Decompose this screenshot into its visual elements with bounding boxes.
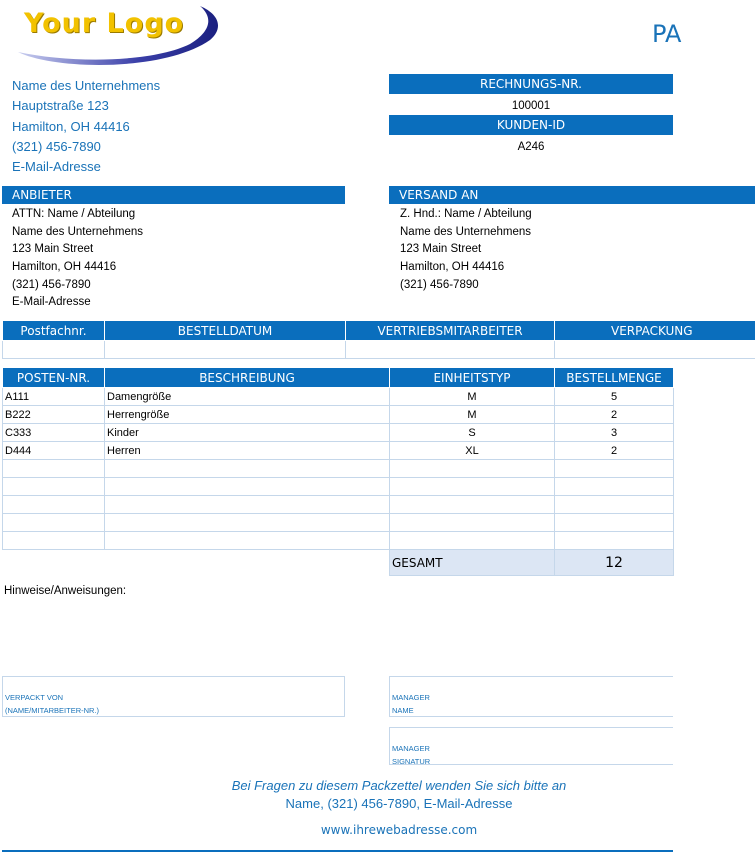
- empty-cell[interactable]: [105, 460, 390, 478]
- manager-name-sublabel: NAME: [392, 706, 414, 715]
- empty-cell[interactable]: [555, 478, 674, 496]
- empty-cell[interactable]: [390, 460, 555, 478]
- total-label: GESAMT: [390, 550, 555, 576]
- empty-cell[interactable]: [3, 478, 105, 496]
- order-info-header: BESTELLDATUM: [105, 321, 346, 341]
- footer-website[interactable]: www.ihrewebadresse.com: [320, 823, 478, 837]
- order-info-header: VERTRIEBSMITARBEITER: [346, 321, 555, 341]
- spacer-cell: [105, 550, 390, 576]
- item-quantity: 5: [555, 388, 674, 406]
- empty-cell[interactable]: [3, 532, 105, 550]
- empty-cell[interactable]: [390, 532, 555, 550]
- item-unit: M: [390, 388, 555, 406]
- empty-cell[interactable]: [3, 496, 105, 514]
- item-description: Kinder: [105, 424, 390, 442]
- manager-signature-box[interactable]: [389, 727, 673, 765]
- packed-by-sublabel: (NAME/MITARBEITER-NR.): [5, 706, 100, 715]
- empty-cell[interactable]: [3, 460, 105, 478]
- empty-cell[interactable]: [105, 514, 390, 532]
- ship-to-line: Z. Hnd.: Name / Abteilung: [400, 208, 532, 220]
- supplier-line: Hamilton, OH 44416: [12, 261, 117, 273]
- empty-cell[interactable]: [555, 532, 674, 550]
- empty-cell[interactable]: [555, 460, 674, 478]
- ship-to-line: (321) 456-7890: [400, 279, 479, 291]
- item-unit: XL: [390, 442, 555, 460]
- manager-signature-label: MANAGER: [392, 744, 430, 753]
- footer-contact: Name, (321) 456-7890, E-Mail-Adresse: [285, 796, 513, 811]
- total-row: [3, 550, 674, 576]
- table-row: [3, 496, 674, 514]
- empty-cell[interactable]: [390, 514, 555, 532]
- items-header: BESTELLMENGE: [555, 368, 674, 388]
- order-info-table: [2, 320, 755, 359]
- table-row: [3, 406, 674, 424]
- items-header: BESCHREIBUNG: [105, 368, 390, 388]
- manager-name-box[interactable]: [389, 676, 673, 717]
- manager-name-label: MANAGER: [392, 693, 430, 702]
- footer-divider: [2, 850, 673, 852]
- manager-signature-sublabel: SIGNATUR: [392, 757, 431, 766]
- order-info-cell[interactable]: [105, 341, 346, 359]
- item-quantity: 2: [555, 442, 674, 460]
- empty-cell[interactable]: [3, 514, 105, 532]
- item-quantity: 3: [555, 424, 674, 442]
- notes-label: Hinweise/Anweisungen:: [4, 585, 127, 597]
- packed-by-box[interactable]: [2, 676, 345, 717]
- order-info-header: VERPACKUNG: [555, 321, 755, 341]
- table-row: [3, 424, 674, 442]
- ship-to-line: 123 Main Street: [400, 243, 482, 255]
- logo: [14, 2, 224, 68]
- item-description: Damengröße: [105, 388, 390, 406]
- item-unit: S: [390, 424, 555, 442]
- order-info-cell[interactable]: [3, 341, 105, 359]
- company-phone: (321) 456-7890: [12, 139, 101, 154]
- customer-id-value: A246: [517, 141, 545, 153]
- customer-id-label: KUNDEN-ID: [389, 115, 673, 135]
- supplier-line: ATTN: Name / Abteilung: [12, 208, 136, 220]
- items-table: [2, 367, 674, 576]
- company-city: Hamilton, OH 44416: [12, 119, 130, 134]
- empty-cell[interactable]: [105, 496, 390, 514]
- table-row: [3, 388, 674, 406]
- item-description: Herren: [105, 442, 390, 460]
- packed-by-label: VERPACKT VON: [5, 693, 64, 702]
- item-number: C333: [3, 424, 105, 442]
- table-row: [3, 514, 674, 532]
- empty-cell[interactable]: [390, 478, 555, 496]
- invoice-number-label: RECHNUNGS-NR.: [389, 74, 673, 94]
- company-name: Name des Unternehmens: [12, 78, 161, 93]
- item-number: B222: [3, 406, 105, 424]
- supplier-header: ANBIETER: [2, 186, 345, 204]
- item-description: Herrengröße: [105, 406, 390, 424]
- empty-cell[interactable]: [390, 496, 555, 514]
- spacer-cell: [3, 550, 105, 576]
- empty-cell[interactable]: [555, 514, 674, 532]
- supplier-line: Name des Unternehmens: [12, 226, 144, 238]
- empty-cell[interactable]: [555, 496, 674, 514]
- document-title: PA: [652, 20, 682, 48]
- item-quantity: 2: [555, 406, 674, 424]
- items-header: POSTEN-NR.: [3, 368, 105, 388]
- table-row: [3, 442, 674, 460]
- ship-to-line: Name des Unternehmens: [400, 226, 532, 238]
- supplier-line: (321) 456-7890: [12, 279, 91, 291]
- ship-to-header: VERSAND AN: [389, 186, 755, 204]
- empty-cell[interactable]: [105, 532, 390, 550]
- invoice-number-value: 100001: [511, 100, 551, 112]
- logo-text: Your Logo: [24, 8, 185, 39]
- item-unit: M: [390, 406, 555, 424]
- total-value: 12: [555, 550, 674, 576]
- footer-question: Bei Fragen zu diesem Packzettel wenden Sie sich bitte an: [231, 778, 567, 793]
- order-info-header: Postfachnr.: [3, 321, 105, 341]
- company-street: Hauptstraße 123: [12, 98, 109, 113]
- order-info-cell[interactable]: [346, 341, 555, 359]
- table-row: [3, 460, 674, 478]
- table-row: [3, 478, 674, 496]
- item-number: D444: [3, 442, 105, 460]
- supplier-line: E-Mail-Adresse: [12, 296, 91, 308]
- table-row: [3, 532, 674, 550]
- supplier-line: 123 Main Street: [12, 243, 94, 255]
- items-header: EINHEITSTYP: [390, 368, 555, 388]
- empty-cell[interactable]: [105, 478, 390, 496]
- item-number: A111: [3, 388, 105, 406]
- ship-to-line: Hamilton, OH 44416: [400, 261, 505, 273]
- order-info-cell[interactable]: [555, 341, 755, 359]
- company-email: E-Mail-Adresse: [12, 159, 101, 174]
